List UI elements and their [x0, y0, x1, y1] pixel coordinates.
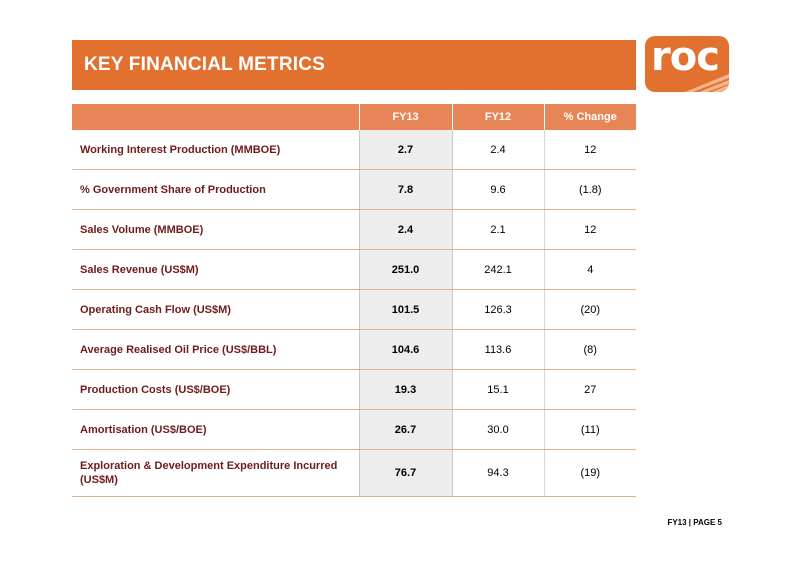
table-row	[72, 330, 636, 370]
row-change: (20)	[544, 290, 636, 330]
row-label: Exploration & Development Expenditure Incurred (US$M)	[72, 450, 359, 497]
row-change: 12	[544, 130, 636, 170]
row-fy13: 104.6	[359, 330, 452, 370]
row-fy13: 76.7	[359, 450, 452, 497]
row-change: 4	[544, 250, 636, 290]
row-label: Operating Cash Flow (US$M)	[72, 290, 359, 330]
header-fy13: FY13	[359, 104, 452, 130]
row-fy13: 7.8	[359, 170, 452, 210]
row-fy13: 2.7	[359, 130, 452, 170]
logo-stripes-icon	[645, 36, 729, 92]
header-change: % Change	[544, 104, 636, 130]
row-fy12: 15.1	[452, 370, 544, 410]
row-fy13: 101.5	[359, 290, 452, 330]
row-fy13: 2.4	[359, 210, 452, 250]
row-label: % Government Share of Production	[72, 170, 359, 210]
logo-text: roc	[651, 36, 719, 80]
row-label: Sales Volume (MMBOE)	[72, 210, 359, 250]
header-fy12: FY12	[452, 104, 544, 130]
row-fy13: 19.3	[359, 370, 452, 410]
table-header-row	[72, 104, 636, 130]
table-row	[72, 170, 636, 210]
row-label: Working Interest Production (MMBOE)	[72, 130, 359, 170]
row-change: (1.8)	[544, 170, 636, 210]
row-fy12: 2.1	[452, 210, 544, 250]
row-label: Average Realised Oil Price (US$/BBL)	[72, 330, 359, 370]
row-fy12: 30.0	[452, 410, 544, 450]
roc-logo	[645, 36, 729, 92]
row-change: 12	[544, 210, 636, 250]
row-label: Amortisation (US$/BOE)	[72, 410, 359, 450]
header-label	[72, 104, 359, 130]
financial-metrics-table	[72, 104, 636, 497]
page-title: KEY FINANCIAL METRICS	[84, 54, 326, 75]
row-label: Sales Revenue (US$M)	[72, 250, 359, 290]
table-row	[72, 250, 636, 290]
table-row	[72, 130, 636, 170]
page-footer: FY13 | PAGE 5	[667, 518, 722, 527]
row-change: (11)	[544, 410, 636, 450]
row-change: 27	[544, 370, 636, 410]
row-fy12: 2.4	[452, 130, 544, 170]
title-bar	[72, 40, 636, 90]
row-fy12: 126.3	[452, 290, 544, 330]
table-row	[72, 410, 636, 450]
row-fy13: 26.7	[359, 410, 452, 450]
table-row	[72, 210, 636, 250]
row-fy12: 113.6	[452, 330, 544, 370]
row-label: Production Costs (US$/BOE)	[72, 370, 359, 410]
table-row	[72, 370, 636, 410]
row-fy12: 9.6	[452, 170, 544, 210]
row-fy13: 251.0	[359, 250, 452, 290]
row-fy12: 94.3	[452, 450, 544, 497]
row-fy12: 242.1	[452, 250, 544, 290]
row-change: (8)	[544, 330, 636, 370]
table-row	[72, 290, 636, 330]
table-row	[72, 450, 636, 497]
row-change: (19)	[544, 450, 636, 497]
